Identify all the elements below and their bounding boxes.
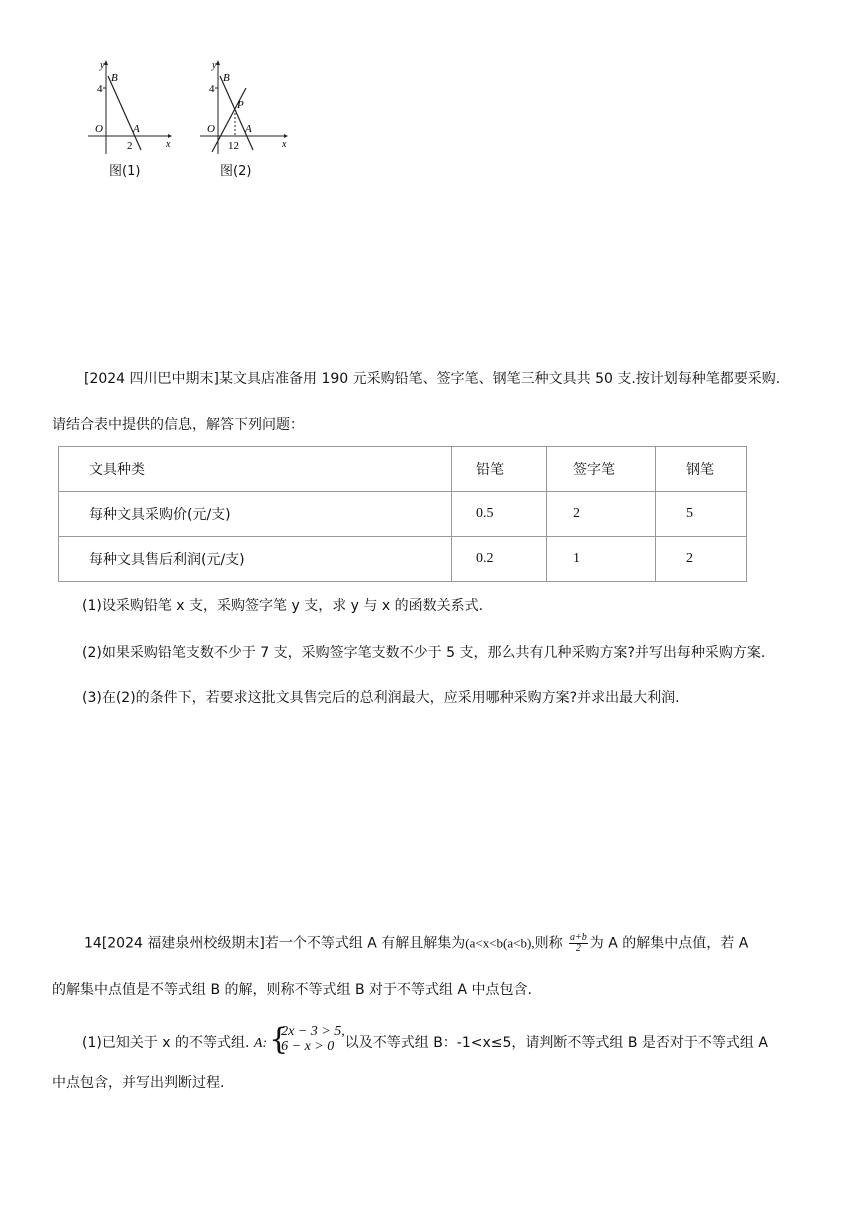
stationery-table <box>58 446 747 582</box>
table-header-cell: 钢笔 <box>656 447 747 492</box>
fraction-denominator: 2 <box>575 943 581 954</box>
problem14-q1-a: (1)已知关于 x 的不等式组. <box>82 1035 250 1051</box>
y-tick-label: 4 <box>97 83 103 95</box>
y-axis-arrow <box>104 60 108 65</box>
table-cell: 每种文具售后利润(元/支) <box>59 537 452 582</box>
problem14-line1-c: 为 A 的解集中点值，若 A <box>589 935 749 952</box>
figure-2 <box>196 56 292 160</box>
origin-label: O <box>207 123 215 135</box>
y-label: y <box>212 60 217 71</box>
table-cell: 0.2 <box>452 537 547 582</box>
problem13-intro-line2: 请结合表中提供的信息，解答下列问题： <box>52 417 304 433</box>
problem14-question1-line2: 中点包含，并写出判断过程. <box>52 1075 225 1091</box>
midpoint-fraction <box>569 933 588 954</box>
table-cell: 2 <box>547 492 656 537</box>
problem14-line2: 的解集中点值是不等式组 B 的解，则称不等式组 B 对于不等式组 A 中点包含. <box>52 982 532 998</box>
table-header-row <box>59 447 747 492</box>
table-cell: 每种文具采购价(元/支) <box>59 492 452 537</box>
brace-icon: { <box>269 1022 289 1057</box>
point-A-label: A <box>133 123 140 135</box>
x-tick-label: 12 <box>228 140 239 152</box>
y-label: y <box>100 60 105 71</box>
table-cell: 5 <box>656 492 747 537</box>
line-AB <box>108 76 141 150</box>
figure-2-caption: 图(2) <box>220 164 252 179</box>
problem13-question2: (2)如果采购铅笔支数不少于 7 支，采购签字笔支数不少于 5 支，那么共有几种采购方案?并写出每种采购方案. <box>82 645 766 661</box>
x-axis-arrow <box>284 134 288 138</box>
table-row <box>59 492 747 537</box>
fraction-numerator: a+b <box>570 932 587 943</box>
line-AB <box>220 76 253 150</box>
table-header-cell: 铅笔 <box>452 447 547 492</box>
table-row <box>59 537 747 582</box>
problem14-line1 <box>84 933 748 954</box>
figure-1 <box>84 56 174 160</box>
problem14-q1-b: 以及不等式组 B：-1<x≤5，请判断不等式组 B 是否对于不等式组 A <box>344 1035 768 1051</box>
x-tick-label: 2 <box>127 140 133 152</box>
problem13-intro-line1: [2024 四川巴中期末]某文具店准备用 190 元采购铅笔、签字笔、钢笔三种文具共 50 支.按计划每种笔都要采购. <box>84 371 781 387</box>
inequality-system-A <box>269 1024 345 1062</box>
figure-1-graph <box>84 56 174 156</box>
x-label: x <box>282 139 287 150</box>
problem13-question3: (3)在(2)的条件下，若要求这批文具售完后的总利润最大，应采用哪种采购方案?并求出最大利润. <box>82 690 680 706</box>
system-row-2: 6 − x > 0 <box>281 1039 335 1054</box>
table-header-cell: 签字笔 <box>547 447 656 492</box>
table-cell: 0.5 <box>452 492 547 537</box>
point-B-label: B <box>223 72 230 84</box>
origin-label: O <box>95 123 103 135</box>
figure-1-caption: 图(1) <box>109 164 141 179</box>
table-cell: 1 <box>547 537 656 582</box>
x-axis-arrow <box>168 134 172 138</box>
x-label: x <box>166 139 171 150</box>
system-row-1: 2x − 3 > 5, <box>281 1024 345 1039</box>
system-label: A: <box>253 1036 268 1051</box>
y-axis-arrow <box>216 60 220 65</box>
figure-group <box>84 56 294 182</box>
problem14-question1-line1 <box>82 1024 768 1062</box>
table-cell: 2 <box>656 537 747 582</box>
problem14-range: (a<x<b(a<b), <box>465 935 535 951</box>
y-tick-label: 4 <box>209 83 215 95</box>
figure-2-graph <box>196 56 292 156</box>
table-header-cell: 文具种类 <box>59 447 452 492</box>
problem14-line1-b: 则称 <box>534 935 568 952</box>
problem13-question1: (1)设采购铅笔 x 支，采购签字笔 y 支，求 y 与 x 的函数关系式. <box>82 598 484 614</box>
point-B-label: B <box>111 72 118 84</box>
point-P-label: P <box>237 99 244 111</box>
point-A-label: A <box>245 123 252 135</box>
problem14-line1-a: 14[2024 福建泉州校级期末]若一个不等式组 A 有解且解集为 <box>84 935 466 952</box>
